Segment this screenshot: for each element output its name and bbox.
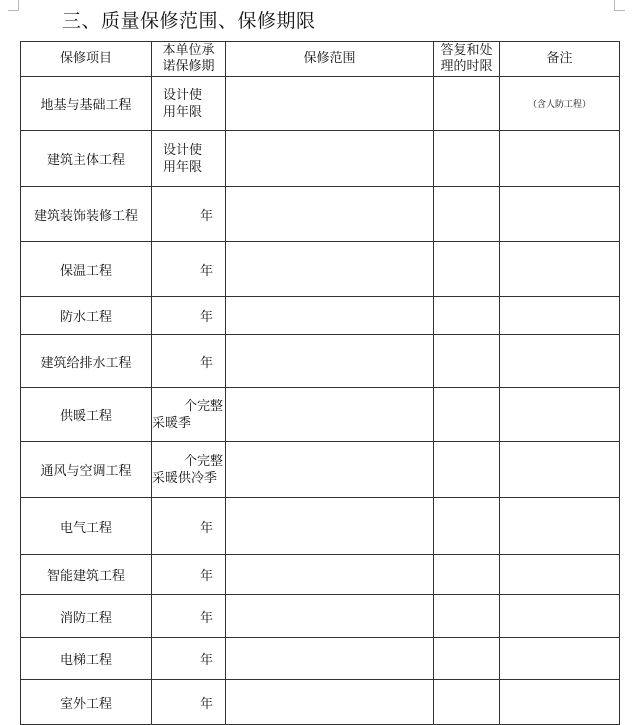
table-row — [21, 595, 620, 638]
table-row — [21, 297, 620, 335]
cell-response-time[interactable] — [434, 131, 500, 187]
cell-remark[interactable] — [500, 187, 620, 242]
cell-item: 室外工程 — [21, 680, 152, 725]
cell-scope[interactable] — [226, 498, 434, 555]
page-title: 三、质量保修范围、保修期限 — [62, 10, 316, 32]
cell-response-time[interactable] — [434, 680, 500, 725]
table-row — [21, 680, 620, 725]
cell-response-time[interactable] — [434, 442, 500, 498]
cell-scope[interactable] — [226, 187, 434, 242]
cell-response-time[interactable] — [434, 555, 500, 595]
cell-item: 建筑装饰装修工程 — [21, 187, 152, 242]
table-row — [21, 555, 620, 595]
cell-item: 建筑主体工程 — [21, 131, 152, 187]
cell-remark[interactable] — [500, 297, 620, 335]
cell-period: 年 — [152, 555, 226, 595]
cell-item: 供暖工程 — [21, 388, 152, 442]
cell-period: 年 — [152, 297, 226, 335]
cell-remark[interactable] — [500, 388, 620, 442]
cell-scope[interactable] — [226, 555, 434, 595]
cell-remark: （含人防工程） — [500, 77, 620, 131]
cell-scope[interactable] — [226, 335, 434, 388]
cell-period: 个完整 采暖季 — [152, 388, 226, 442]
header-item: 保修项目 — [21, 42, 152, 77]
cell-response-time[interactable] — [434, 77, 500, 131]
cell-scope[interactable] — [226, 680, 434, 725]
cell-period: 年 — [152, 242, 226, 297]
cell-remark[interactable] — [500, 335, 620, 388]
cell-item: 电梯工程 — [21, 638, 152, 680]
cell-response-time[interactable] — [434, 638, 500, 680]
cell-scope[interactable] — [226, 638, 434, 680]
cell-response-time[interactable] — [434, 498, 500, 555]
table-row — [21, 187, 620, 242]
cell-period: 设计使 用年限 — [152, 131, 226, 187]
cell-item: 智能建筑工程 — [21, 555, 152, 595]
corner-crop-mark-left — [8, 0, 19, 11]
cell-item: 保温工程 — [21, 242, 152, 297]
table-row — [21, 131, 620, 187]
cell-remark[interactable] — [500, 595, 620, 638]
table-row — [21, 498, 620, 555]
cell-period: 设计使 用年限 — [152, 77, 226, 131]
cell-response-time[interactable] — [434, 388, 500, 442]
cell-remark[interactable] — [500, 242, 620, 297]
cell-response-time[interactable] — [434, 595, 500, 638]
cell-item: 通风与空调工程 — [21, 442, 152, 498]
cell-response-time[interactable] — [434, 335, 500, 388]
table-row — [21, 335, 620, 388]
cell-period: 年 — [152, 498, 226, 555]
cell-period: 年 — [152, 638, 226, 680]
header-response-time: 答复和处 理的时限 — [434, 42, 500, 77]
table-row — [21, 388, 620, 442]
cell-period: 年 — [152, 595, 226, 638]
cell-item: 地基与基础工程 — [21, 77, 152, 131]
cell-period: 个完整 采暖供冷季 — [152, 442, 226, 498]
cell-item: 消防工程 — [21, 595, 152, 638]
cell-scope[interactable] — [226, 595, 434, 638]
cell-response-time[interactable] — [434, 297, 500, 335]
warranty-table — [20, 41, 620, 725]
cell-remark[interactable] — [500, 131, 620, 187]
cell-scope[interactable] — [226, 77, 434, 131]
cell-remark[interactable] — [500, 555, 620, 595]
cell-remark[interactable] — [500, 498, 620, 555]
cell-remark[interactable] — [500, 442, 620, 498]
header-period: 本单位承 诺保修期 — [152, 42, 226, 77]
header-scope: 保修范围 — [226, 42, 434, 77]
cell-period: 年 — [152, 680, 226, 725]
cell-remark[interactable] — [500, 680, 620, 725]
table-row — [21, 442, 620, 498]
cell-scope[interactable] — [226, 242, 434, 297]
cell-period: 年 — [152, 335, 226, 388]
cell-item: 防水工程 — [21, 297, 152, 335]
table-row — [21, 242, 620, 297]
cell-response-time[interactable] — [434, 242, 500, 297]
cell-remark[interactable] — [500, 638, 620, 680]
table-row — [21, 638, 620, 680]
corner-crop-mark-right — [614, 0, 625, 11]
cell-response-time[interactable] — [434, 187, 500, 242]
cell-scope[interactable] — [226, 297, 434, 335]
cell-scope[interactable] — [226, 388, 434, 442]
table-row — [21, 77, 620, 131]
header-remark: 备注 — [500, 42, 620, 77]
cell-scope[interactable] — [226, 131, 434, 187]
cell-period: 年 — [152, 187, 226, 242]
cell-scope[interactable] — [226, 442, 434, 498]
cell-item: 建筑给排水工程 — [21, 335, 152, 388]
cell-item: 电气工程 — [21, 498, 152, 555]
table-header-row — [21, 42, 620, 77]
